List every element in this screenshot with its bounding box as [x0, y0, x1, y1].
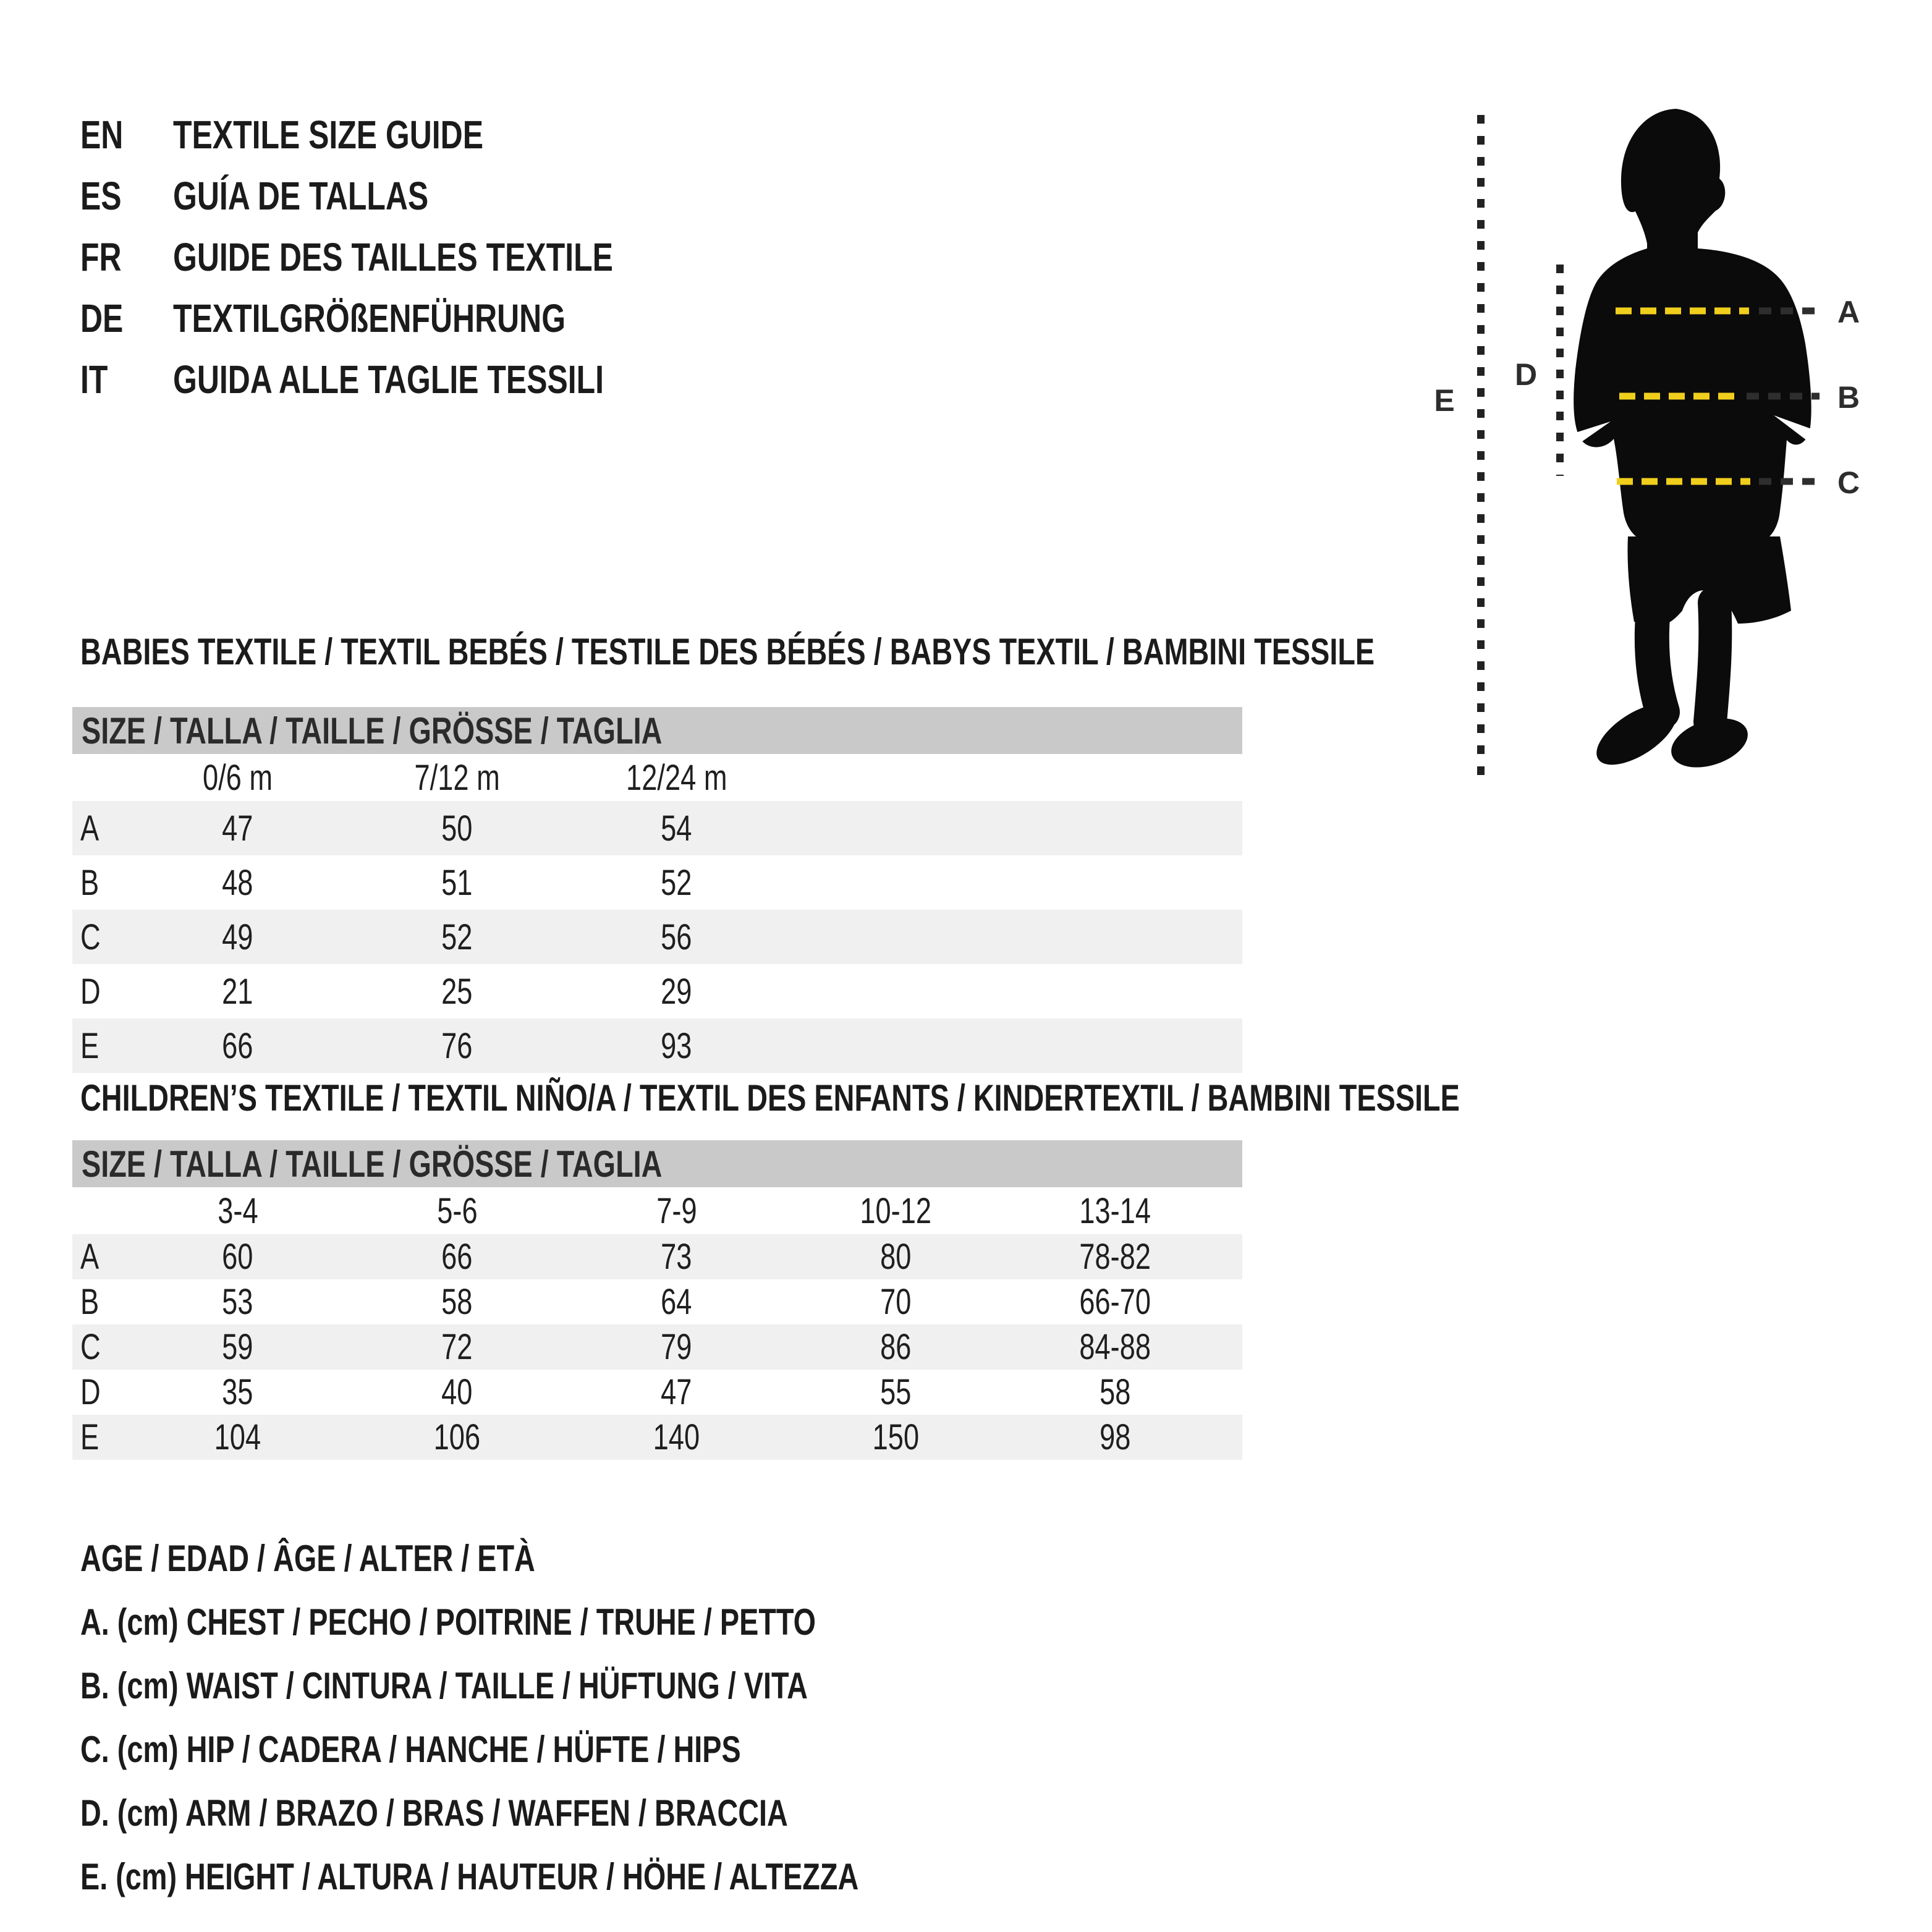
children-size-table — [72, 1140, 1242, 1460]
row-label: B — [80, 862, 100, 903]
babies-size-table — [72, 707, 1242, 1073]
column-header: 5-6 — [436, 1190, 478, 1231]
legend-chest-line: A. (cm) CHEST / PECHO / POITRINE / TRUHE / PETTO — [80, 1601, 816, 1643]
guide-title-it: GUIDA ALLE TAGLIE TESSILI — [173, 357, 604, 402]
row-label: E — [80, 1417, 100, 1457]
legend-hip-line: C. (cm) HIP / CADERA / HANCHE / HÜFTE / HIPS — [80, 1729, 741, 1770]
guide-title-de: TEXTILGRÖßENFÜHRUNG — [173, 295, 566, 341]
lang-code: EN — [80, 112, 124, 157]
lang-code: ES — [80, 173, 122, 218]
table-row: D 21 25 29 — [80, 971, 692, 1012]
table-row: E 66 76 93 — [72, 1019, 1242, 1073]
table-row: B 53 58 64 70 66-70 — [80, 1282, 1151, 1322]
measure-label-e: E — [1434, 383, 1455, 418]
children-column-header-row — [72, 1187, 1242, 1234]
table-row: E 104 106 140 150 98 — [72, 1415, 1242, 1460]
child-silhouette-diagram — [1409, 93, 1879, 797]
lang-row-es — [80, 165, 737, 226]
row-label: B — [80, 1282, 100, 1322]
measure-label-a: A — [1837, 295, 1860, 329]
language-title-block — [80, 104, 737, 410]
row-label: E — [80, 1025, 100, 1066]
child-silhouette-icon — [1574, 109, 1811, 777]
column-header: 7-9 — [656, 1190, 697, 1231]
legend-age-line: AGE / EDAD / ÂGE / ALTER / ETÀ — [80, 1538, 535, 1579]
lang-row-fr — [80, 226, 737, 287]
row-label: C — [80, 1327, 101, 1367]
row-label: D — [80, 1372, 101, 1412]
column-header: 7/12 m — [414, 757, 500, 798]
legend-height-line: E. (cm) HEIGHT / ALTURA / HAUTEUR / HÖHE / ALTEZZA — [80, 1856, 859, 1897]
column-header: 10-12 — [860, 1190, 932, 1231]
lang-row-en — [80, 104, 737, 165]
table-row: C 49 52 56 — [72, 910, 1242, 964]
row-label: A — [80, 1237, 100, 1277]
lang-row-de — [80, 287, 737, 349]
babies-section-heading: BABIES TEXTILE / TEXTIL BEBÉS / TESTILE DES BÉBÉS / BABYS TEXTIL / BAMBINI TESSILE — [80, 631, 1375, 672]
measurement-legend — [80, 1527, 1078, 1909]
table-row: A 60 66 73 80 78-82 — [72, 1234, 1242, 1279]
measure-label-c: C — [1837, 465, 1860, 500]
legend-arm-line: D. (cm) ARM / BRAZO / BRAS / WAFFEN / BRACCIA — [80, 1792, 788, 1834]
table-row: B 48 51 52 — [80, 862, 692, 903]
lang-row-it — [80, 349, 737, 410]
measure-label-d: D — [1514, 357, 1538, 392]
measure-label-b: B — [1837, 380, 1860, 415]
lang-code: DE — [80, 295, 124, 341]
column-header: 13-14 — [1079, 1190, 1151, 1231]
table-row: A 47 50 54 — [72, 801, 1242, 855]
row-label: A — [80, 808, 100, 849]
children-section-heading: CHILDREN’S TEXTILE / TEXTIL NIÑO/A / TEXTIL DES ENFANTS / KINDERTEXTIL / BAMBINI TESSILE — [80, 1077, 1460, 1119]
row-label: D — [80, 971, 101, 1012]
size-header-bar: SIZE / TALLA / TAILLE / GRÖSSE / TAGLIA — [72, 707, 1242, 754]
row-label: C — [80, 917, 101, 957]
babies-column-header-row — [72, 754, 1242, 801]
column-header: 12/24 m — [625, 757, 727, 798]
guide-title-es: GUÍA DE TALLAS — [173, 173, 429, 218]
measurement-figure — [1409, 93, 1879, 797]
guide-title-en: TEXTILE SIZE GUIDE — [173, 112, 484, 157]
guide-title-fr: GUIDE DES TAILLES TEXTILE — [173, 234, 613, 279]
column-header: 3-4 — [217, 1190, 258, 1231]
table-row: D 35 40 47 55 58 — [80, 1372, 1131, 1412]
lang-code: IT — [80, 357, 108, 402]
legend-waist-line: B. (cm) WAIST / CINTURA / TAILLE / HÜFTUNG / VITA — [80, 1665, 808, 1706]
column-header: 0/6 m — [202, 757, 273, 798]
lang-code: FR — [80, 234, 122, 279]
size-header-bar: SIZE / TALLA / TAILLE / GRÖSSE / TAGLIA — [72, 1140, 1242, 1187]
table-row: C 59 72 79 86 84-88 — [72, 1324, 1242, 1370]
